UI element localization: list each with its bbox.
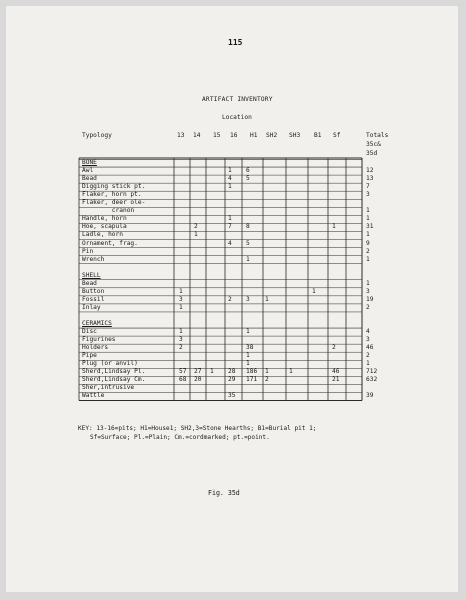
row-label: Plug (or anvil)	[82, 360, 138, 368]
location-header: Location	[222, 114, 252, 121]
row-label: Ornament, frag.	[82, 239, 138, 247]
row-label: Digging stick pt.	[82, 183, 146, 191]
row-total: 31	[366, 223, 374, 231]
table-cell: 35	[228, 392, 236, 400]
table-cell: 1	[312, 287, 316, 295]
table-cell: 27	[194, 368, 202, 376]
row-total: 4	[366, 328, 370, 336]
table-cell: 7	[228, 223, 232, 231]
table-cell: 68	[179, 376, 187, 384]
row-label: Hoe, scapula	[82, 223, 127, 231]
row-label: Wattle	[82, 392, 105, 400]
row-label: Wrench	[82, 255, 105, 263]
row-total: 632	[366, 376, 378, 384]
table-cell: 6	[246, 167, 250, 175]
row-total: 1	[366, 360, 370, 368]
table-cell: 1	[179, 303, 183, 311]
row-total: 1	[366, 279, 370, 287]
table-cell: 28	[228, 368, 236, 376]
typology-header: Typology	[82, 132, 112, 139]
table-cell: 1	[228, 183, 232, 191]
table-cell: 2	[265, 376, 269, 384]
section-heading: BONE	[82, 159, 97, 166]
row-label: Sherd,Lindsay Pl.	[82, 368, 146, 376]
table-cell: 1	[289, 368, 293, 376]
section-heading: CERAMICS	[82, 320, 112, 327]
row-label: Flaker, horn pt.	[82, 191, 142, 199]
row-total: 12	[366, 167, 374, 175]
column-header: 14	[193, 132, 201, 139]
table-cell: 3	[179, 336, 183, 344]
row-total: 2	[366, 352, 370, 360]
table-title: ARTIFACT INVENTORY	[202, 96, 273, 103]
row-label: Bead	[82, 175, 97, 183]
row-total: 3	[366, 191, 370, 199]
row-label: Pipe	[82, 352, 97, 360]
column-header: 16	[230, 132, 238, 139]
table-grid	[6, 6, 458, 592]
row-label: Figurines	[82, 336, 116, 344]
table-cell: 1	[246, 360, 250, 368]
table-cell: 186	[246, 368, 258, 376]
table-cell: 1	[265, 368, 269, 376]
page-number: 115	[228, 38, 243, 47]
table-cell: 1	[228, 167, 232, 175]
table-cell: 1	[179, 287, 183, 295]
row-total: 1	[366, 207, 370, 215]
row-label: Ladle, horn	[82, 231, 123, 239]
row-total: 1	[366, 231, 370, 239]
row-label: Pin	[82, 247, 94, 255]
table-cell: 2	[228, 295, 232, 303]
row-label: Fossil	[82, 295, 105, 303]
table-cell: 2	[179, 344, 183, 352]
row-label: Sher,intrusive	[82, 384, 135, 392]
table-cell: 1	[265, 295, 269, 303]
table-cell: 29	[228, 376, 236, 384]
row-total: 39	[366, 392, 374, 400]
totals-header: Totals	[366, 132, 389, 139]
table-cell: 46	[332, 368, 340, 376]
table-cell: 1	[246, 352, 250, 360]
totals-subheader-2: 35d	[366, 150, 378, 157]
row-total: 19	[366, 295, 374, 303]
row-label: Inlay	[82, 303, 101, 311]
row-total: 46	[366, 344, 374, 352]
row-total: 3	[366, 336, 370, 344]
table-cell: 57	[179, 368, 187, 376]
table-cell: 1	[194, 231, 198, 239]
row-label: Sherd,Lindsay Cm.	[82, 376, 146, 384]
table-cell: 21	[332, 376, 340, 384]
document-page	[6, 6, 458, 592]
table-cell: 5	[246, 239, 250, 247]
row-total: 712	[366, 368, 378, 376]
table-cell: 8	[246, 223, 250, 231]
column-header: 15	[213, 132, 221, 139]
row-total: 1	[366, 255, 370, 263]
totals-subheader-1: 35c&	[366, 141, 381, 148]
row-total: 3	[366, 287, 370, 295]
section-heading: SHELL	[82, 271, 101, 279]
row-total: 9	[366, 239, 370, 247]
table-cell: 38	[246, 344, 254, 352]
table-cell: 20	[194, 376, 202, 384]
row-label: Flaker, deer ole-	[82, 199, 146, 207]
column-header: H1	[250, 132, 258, 139]
row-label: Holders	[82, 344, 109, 352]
table-cell: 1	[228, 215, 232, 223]
row-label: Button	[82, 287, 105, 295]
table-cell: 1	[210, 368, 214, 376]
key-line-1: KEY: 13-16=pits; H1=House1; SH2,3=Stone Hearths; B1=Burial pit 1;	[78, 425, 317, 432]
figure-caption: Fig. 35d	[208, 489, 240, 497]
row-label: Awl	[82, 167, 94, 175]
row-label: cranon	[82, 207, 135, 215]
table-cell: 4	[228, 175, 232, 183]
row-total: 2	[366, 303, 370, 311]
table-cell: 1	[332, 223, 336, 231]
table-cell: 2	[194, 223, 198, 231]
table-cell: 3	[179, 295, 183, 303]
column-header: SH3	[289, 132, 301, 139]
row-label: Handle, horn	[82, 215, 127, 223]
column-header: B1	[314, 132, 322, 139]
key-line-2: Sf=Surface; Pl.=Plain; Cm.=cordmarked; pt.=point.	[90, 434, 270, 441]
table-cell: 4	[228, 239, 232, 247]
column-header: 13	[177, 132, 185, 139]
row-label: Disc	[82, 328, 97, 336]
row-total: 2	[366, 247, 370, 255]
column-header: Sf	[333, 132, 341, 139]
table-cell: 5	[246, 175, 250, 183]
row-total: 13	[366, 175, 374, 183]
table-cell: 2	[332, 344, 336, 352]
table-cell: 1	[246, 255, 250, 263]
row-label: Bead	[82, 279, 97, 287]
row-total: 1	[366, 215, 370, 223]
row-total: 7	[366, 183, 370, 191]
table-cell: 1	[179, 328, 183, 336]
table-cell: 3	[246, 295, 250, 303]
table-cell: 171	[246, 376, 258, 384]
table-cell: 1	[246, 328, 250, 336]
column-header: SH2	[266, 132, 278, 139]
